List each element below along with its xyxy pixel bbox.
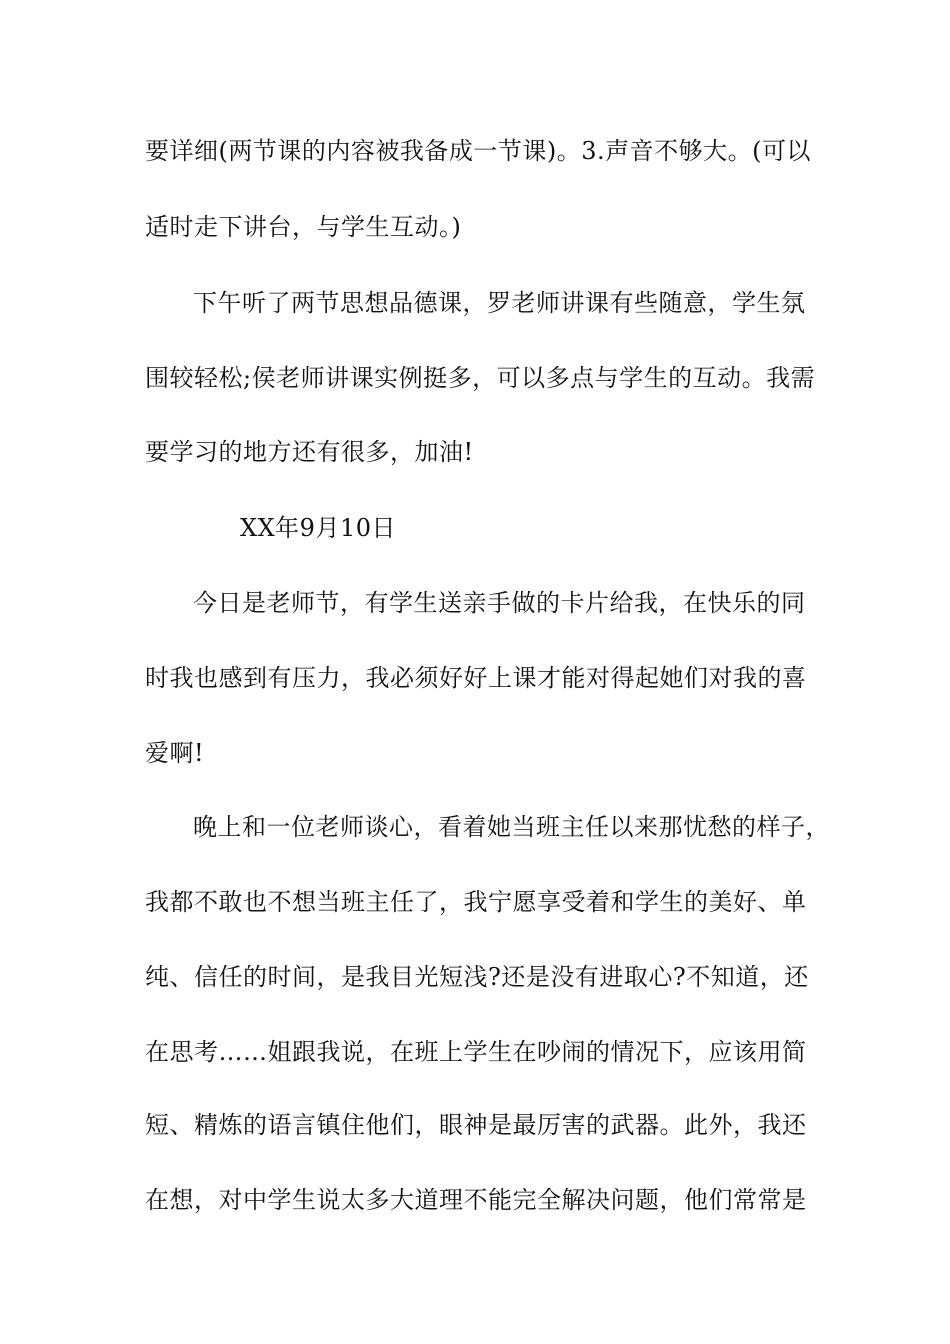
text-line: 要学习的地方还有很多，加油! — [145, 438, 474, 466]
paragraph-first-line: 今日是老师节，有学生送亲手做的卡片给我，在快乐的同 — [193, 589, 806, 617]
paragraph-first-line: 晚上和一位老师谈心，看着她当班主任以来那忧愁的样子， — [193, 813, 830, 841]
text-line: 爱啊! — [145, 739, 205, 767]
text-line: 时我也感到有压力，我必须好好上课才能对得起她们对我的喜 — [145, 664, 807, 692]
text-line: 我都不敢也不想当班主任了，我宁愿享受着和学生的美好、单 — [145, 888, 807, 916]
paragraph-first-line: 下午听了两节思想品德课，罗老师讲课有些随意，学生氛 — [193, 289, 806, 317]
text-line: 要详细(两节课的内容被我备成一节课)。3.声音不够大。(可以 — [145, 137, 811, 165]
text-line: 在思考……姐跟我说，在班上学生在吵闹的情况下，应该用简 — [145, 1038, 807, 1066]
text-line: 围较轻松;侯老师讲课实例挺多，可以多点与学生的互动。我需 — [145, 364, 816, 392]
date-heading: XX年9月10日 — [240, 514, 396, 542]
text-line: 在想，对中学生说太多大道理不能完全解决问题，他们常常是 — [145, 1186, 807, 1214]
text-line: 纯、信任的时间，是我目光短浅?还是没有进取心?不知道，还 — [145, 963, 809, 991]
text-line: 适时走下讲台，与学生互动。) — [145, 213, 462, 241]
text-line: 短、精炼的语言镇住他们，眼神是最厉害的武器。此外，我还 — [145, 1111, 807, 1139]
